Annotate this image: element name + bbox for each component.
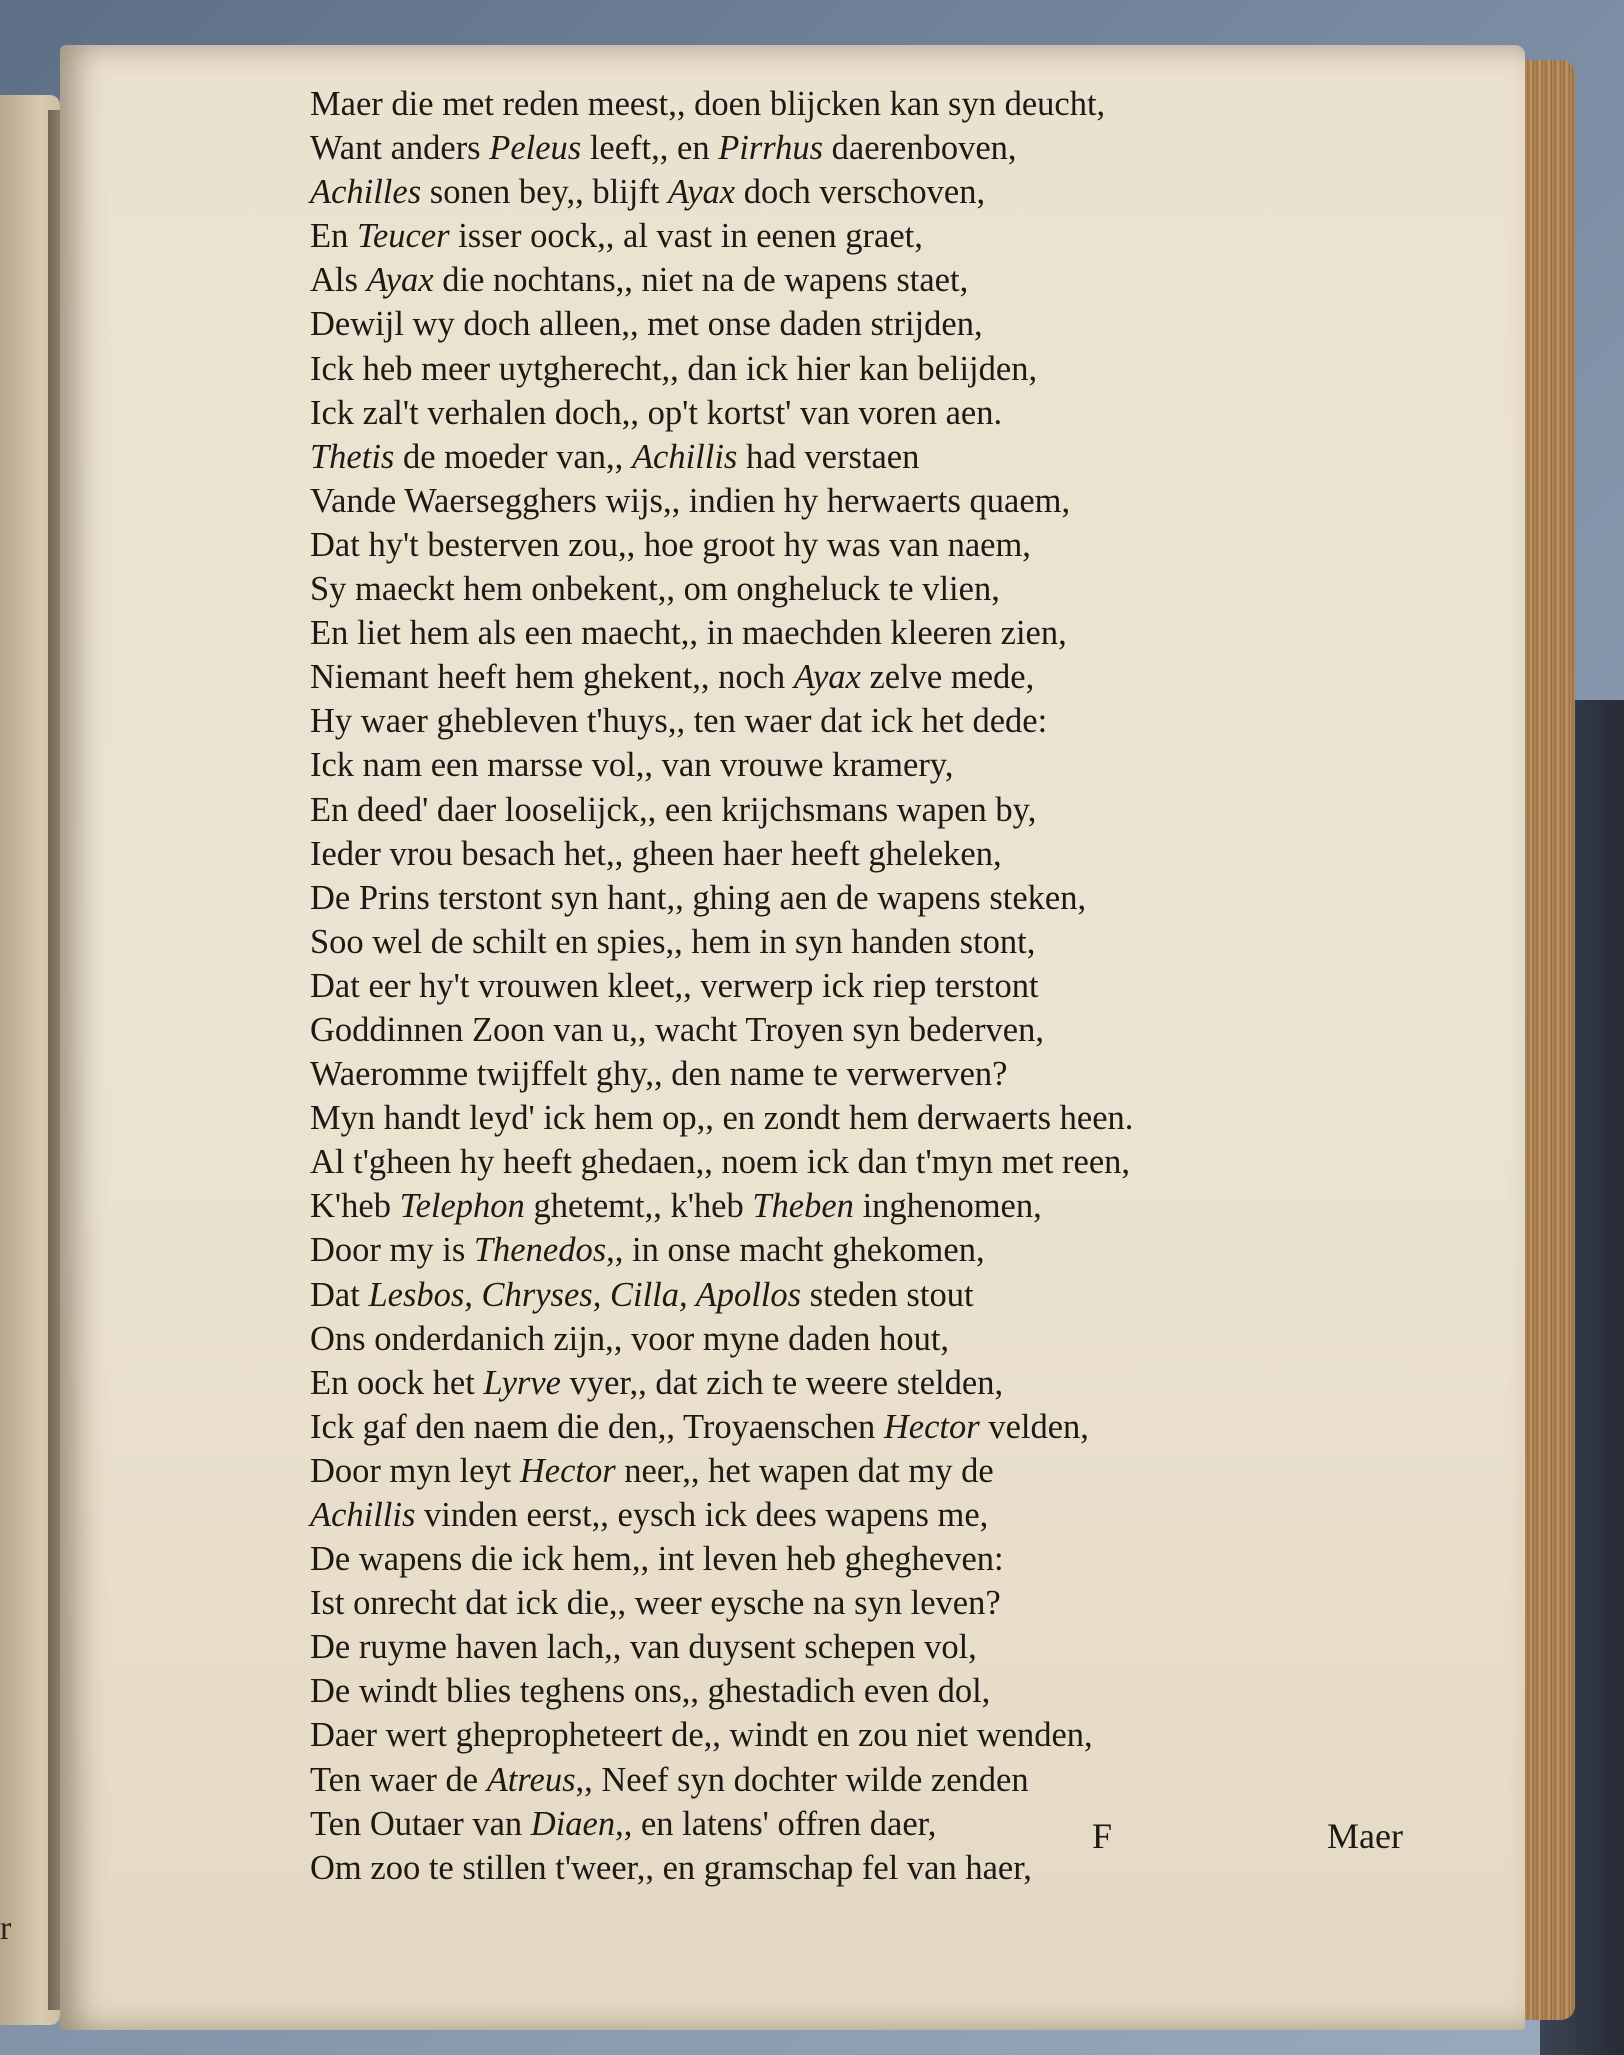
verse-text: Daer wert ghepropheteert de,, windt en zou niet wenden, bbox=[310, 1716, 1093, 1755]
verse-text: doch verschoven, bbox=[735, 173, 986, 212]
verse-text: Ten Outaer van bbox=[310, 1804, 531, 1843]
verse-line bbox=[310, 1625, 1390, 1669]
verse-line bbox=[310, 1537, 1390, 1581]
verse-line bbox=[310, 170, 1390, 214]
verse-text: vinden eerst,, eysch ick dees wapens me, bbox=[415, 1496, 989, 1534]
verse-line bbox=[310, 832, 1390, 876]
verse-line bbox=[310, 1493, 1390, 1537]
verse-text: De wapens die ick hem,, int leven heb ghegheven: bbox=[310, 1540, 1004, 1579]
verse-line bbox=[310, 699, 1390, 743]
verse-text: Ieder vrou besach het,, gheen haer heeft gheleken, bbox=[310, 834, 1002, 873]
verse-line bbox=[310, 1096, 1390, 1140]
verse-text: had verstaen bbox=[737, 437, 920, 476]
verse-line bbox=[310, 126, 1390, 170]
verse-line bbox=[310, 391, 1390, 435]
verse-italic-name: Telephon bbox=[399, 1187, 525, 1226]
verse-text: neer,, het wapen dat my de bbox=[615, 1451, 994, 1490]
verse-italic-name: Achillis bbox=[310, 1496, 416, 1534]
verse-text: daerenboven, bbox=[823, 129, 1017, 168]
verse-line bbox=[310, 347, 1390, 391]
verse-line bbox=[310, 1405, 1390, 1449]
verse-line bbox=[310, 1052, 1390, 1096]
verse-text: inghenomen, bbox=[853, 1187, 1042, 1226]
verse-text: En liet hem als een maecht,, in maechden kleeren zien, bbox=[310, 614, 1067, 653]
verse-text: isser oock,, al vast in eenen graet, bbox=[449, 217, 923, 256]
verse-text: steden stout bbox=[801, 1275, 974, 1314]
verse-line bbox=[310, 82, 1390, 126]
verse-italic-name: Achillis bbox=[631, 437, 738, 476]
poem-text-block bbox=[310, 82, 1390, 1890]
verse-text: Niemant heeft hem ghekent,, noch bbox=[310, 658, 794, 697]
verse-text: leeft,, en bbox=[581, 129, 719, 168]
verse-line bbox=[310, 479, 1390, 523]
verse-italic-name: Peleus bbox=[489, 129, 582, 168]
verse-line bbox=[310, 1802, 1390, 1846]
verse-text: En bbox=[310, 217, 357, 256]
verse-text: Ten waer de bbox=[310, 1760, 487, 1799]
verse-text: K'heb bbox=[310, 1187, 400, 1226]
verse-text: Waeromme twijffelt ghy,, den name te verwerven? bbox=[310, 1055, 1008, 1094]
verse-italic-name: Teucer bbox=[356, 217, 450, 256]
verse-line bbox=[310, 1846, 1390, 1890]
verse-text: Myn handt leyd' ick hem op,, en zondt hem derwaerts heen. bbox=[310, 1099, 1134, 1138]
verse-text: vyer,, dat zich te weere stelden, bbox=[560, 1363, 1004, 1402]
verse-italic-name: Ayax bbox=[793, 658, 861, 697]
verse-italic-name: Hector bbox=[519, 1451, 616, 1490]
verse-italic-name: Lyrve bbox=[483, 1363, 561, 1402]
verse-text: Ons onderdanich zijn,, voor myne daden hout, bbox=[310, 1319, 950, 1358]
verse-line bbox=[310, 743, 1390, 787]
verse-line bbox=[310, 1140, 1390, 1184]
verse-line bbox=[310, 1317, 1390, 1361]
verse-text: ghetemt,, k'heb bbox=[524, 1187, 753, 1226]
verse-text: de moeder van,, bbox=[394, 437, 632, 476]
verse-line bbox=[310, 1228, 1390, 1272]
verse-text: Vande Waersegghers wijs,, indien hy herwaerts quaem, bbox=[310, 481, 1071, 520]
verse-text: Ick heb meer uytgherecht,, dan ick hier kan belijden, bbox=[310, 349, 1038, 388]
verse-line bbox=[310, 964, 1390, 1008]
verse-text: sonen bey,, blijft bbox=[421, 173, 669, 212]
signature-mark: F bbox=[1092, 1816, 1113, 1856]
verse-line bbox=[310, 1008, 1390, 1052]
verse-line bbox=[310, 1449, 1390, 1493]
verse-line bbox=[310, 523, 1390, 567]
verse-text: Dewijl wy doch alleen,, met onse daden strijden, bbox=[310, 305, 983, 344]
verse-text: zelve mede, bbox=[860, 658, 1035, 697]
verse-line bbox=[310, 876, 1390, 920]
verse-text: Hy waer ghebleven t'huys,, ten waer dat ick het dede: bbox=[310, 702, 1048, 741]
verse-line bbox=[310, 655, 1390, 699]
verse-text: ,, Neef syn dochter wilde zenden bbox=[575, 1760, 1029, 1799]
page-stack-edge bbox=[1525, 60, 1575, 2020]
verse-line bbox=[310, 611, 1390, 655]
verse-line bbox=[310, 258, 1390, 302]
verse-text: Dat eer hy't vrouwen kleet,, verwerp ick riep terstont bbox=[310, 966, 1039, 1005]
verse-line bbox=[310, 1713, 1390, 1757]
verse-italic-name: Theben bbox=[752, 1187, 854, 1226]
verse-line bbox=[310, 302, 1390, 346]
verse-text: Dat hy't besterven zou,, hoe groot hy was van naem, bbox=[310, 525, 1031, 564]
verse-text: Maer die met reden meest,, doen blijcken kan syn deucht, bbox=[310, 85, 1106, 123]
verse-text: ,, in onse macht ghekomen, bbox=[606, 1231, 985, 1270]
verse-italic-name: Diaen bbox=[530, 1804, 616, 1843]
verse-italic-name: Achilles bbox=[310, 173, 422, 212]
verse-italic-name: Ayax bbox=[366, 261, 434, 300]
verse-italic-name: Pirrhus bbox=[718, 129, 824, 168]
verse-line bbox=[310, 920, 1390, 964]
verse-text: Goddinnen Zoon van u,, wacht Troyen syn bederven, bbox=[310, 1010, 1044, 1049]
verse-text: Sy maeckt hem onbekent,, om ongheluck te vlien, bbox=[310, 570, 1000, 609]
verse-text: Ick zal't verhalen doch,, op't kortst' van voren aen. bbox=[310, 393, 1003, 432]
verse-text: En deed' daer looselijck,, een krijchsmans wapen by, bbox=[310, 790, 1037, 829]
verse-line bbox=[310, 1669, 1390, 1713]
verse-text: De windt blies teghens ons,, ghestadich even dol, bbox=[310, 1672, 991, 1711]
verse-text: ,, en latens' offren daer, bbox=[615, 1804, 937, 1843]
verse-text: velden, bbox=[979, 1407, 1089, 1446]
verse-line bbox=[310, 788, 1390, 832]
verse-text: En oock het bbox=[310, 1363, 484, 1402]
verse-line bbox=[310, 1758, 1390, 1802]
verse-text: Als bbox=[310, 261, 367, 300]
verse-text: Ick nam een marsse vol,, van vrouwe kramery, bbox=[310, 746, 954, 785]
verse-text: Soo wel de schilt en spies,, hem in syn handen stont, bbox=[310, 922, 1036, 961]
verse-text: Om zoo te stillen t'weer,, en gramschap fel van haer, bbox=[310, 1848, 1032, 1887]
verse-text: De ruyme haven lach,, van duysent schepen vol, bbox=[310, 1628, 977, 1667]
verse-text: Al t'gheen hy heeft ghedaen,, noem ick dan t'myn met reen, bbox=[310, 1143, 1131, 1182]
verse-line bbox=[310, 435, 1390, 479]
verse-line bbox=[310, 214, 1390, 258]
verse-text: Dat bbox=[310, 1275, 369, 1314]
verse-text: Door myn leyt bbox=[310, 1451, 520, 1490]
verse-italic-name: Thenedos bbox=[473, 1231, 607, 1270]
verse-text: Ist onrecht dat ick die,, weer eysche na syn leven? bbox=[310, 1584, 1001, 1623]
verse-text: Ick gaf den naem die den,, Troyaenschen bbox=[310, 1407, 884, 1446]
previous-page-catchword: r bbox=[0, 1910, 12, 1947]
verse-italic-name: Lesbos, Chryses, Cilla, Apollos bbox=[368, 1275, 802, 1314]
verse-line bbox=[310, 1273, 1390, 1317]
verse-italic-name: Hector bbox=[883, 1407, 980, 1446]
verse-text: Want anders bbox=[310, 129, 490, 168]
verse-italic-name: Ayax bbox=[668, 173, 736, 212]
verse-italic-name: Atreus bbox=[486, 1760, 576, 1799]
verse-italic-name: Thetis bbox=[310, 437, 395, 476]
verse-text: De Prins terstont syn hant,, ghing aen de wapens steken, bbox=[310, 878, 1087, 917]
catchword: Maer bbox=[1327, 1816, 1403, 1856]
verse-line bbox=[310, 1184, 1390, 1228]
verse-text: Door my is bbox=[310, 1231, 474, 1270]
verse-line bbox=[310, 567, 1390, 611]
verse-text: die nochtans,, niet na de wapens staet, bbox=[433, 261, 969, 300]
verse-line bbox=[310, 1581, 1390, 1625]
verse-line bbox=[310, 1361, 1390, 1405]
